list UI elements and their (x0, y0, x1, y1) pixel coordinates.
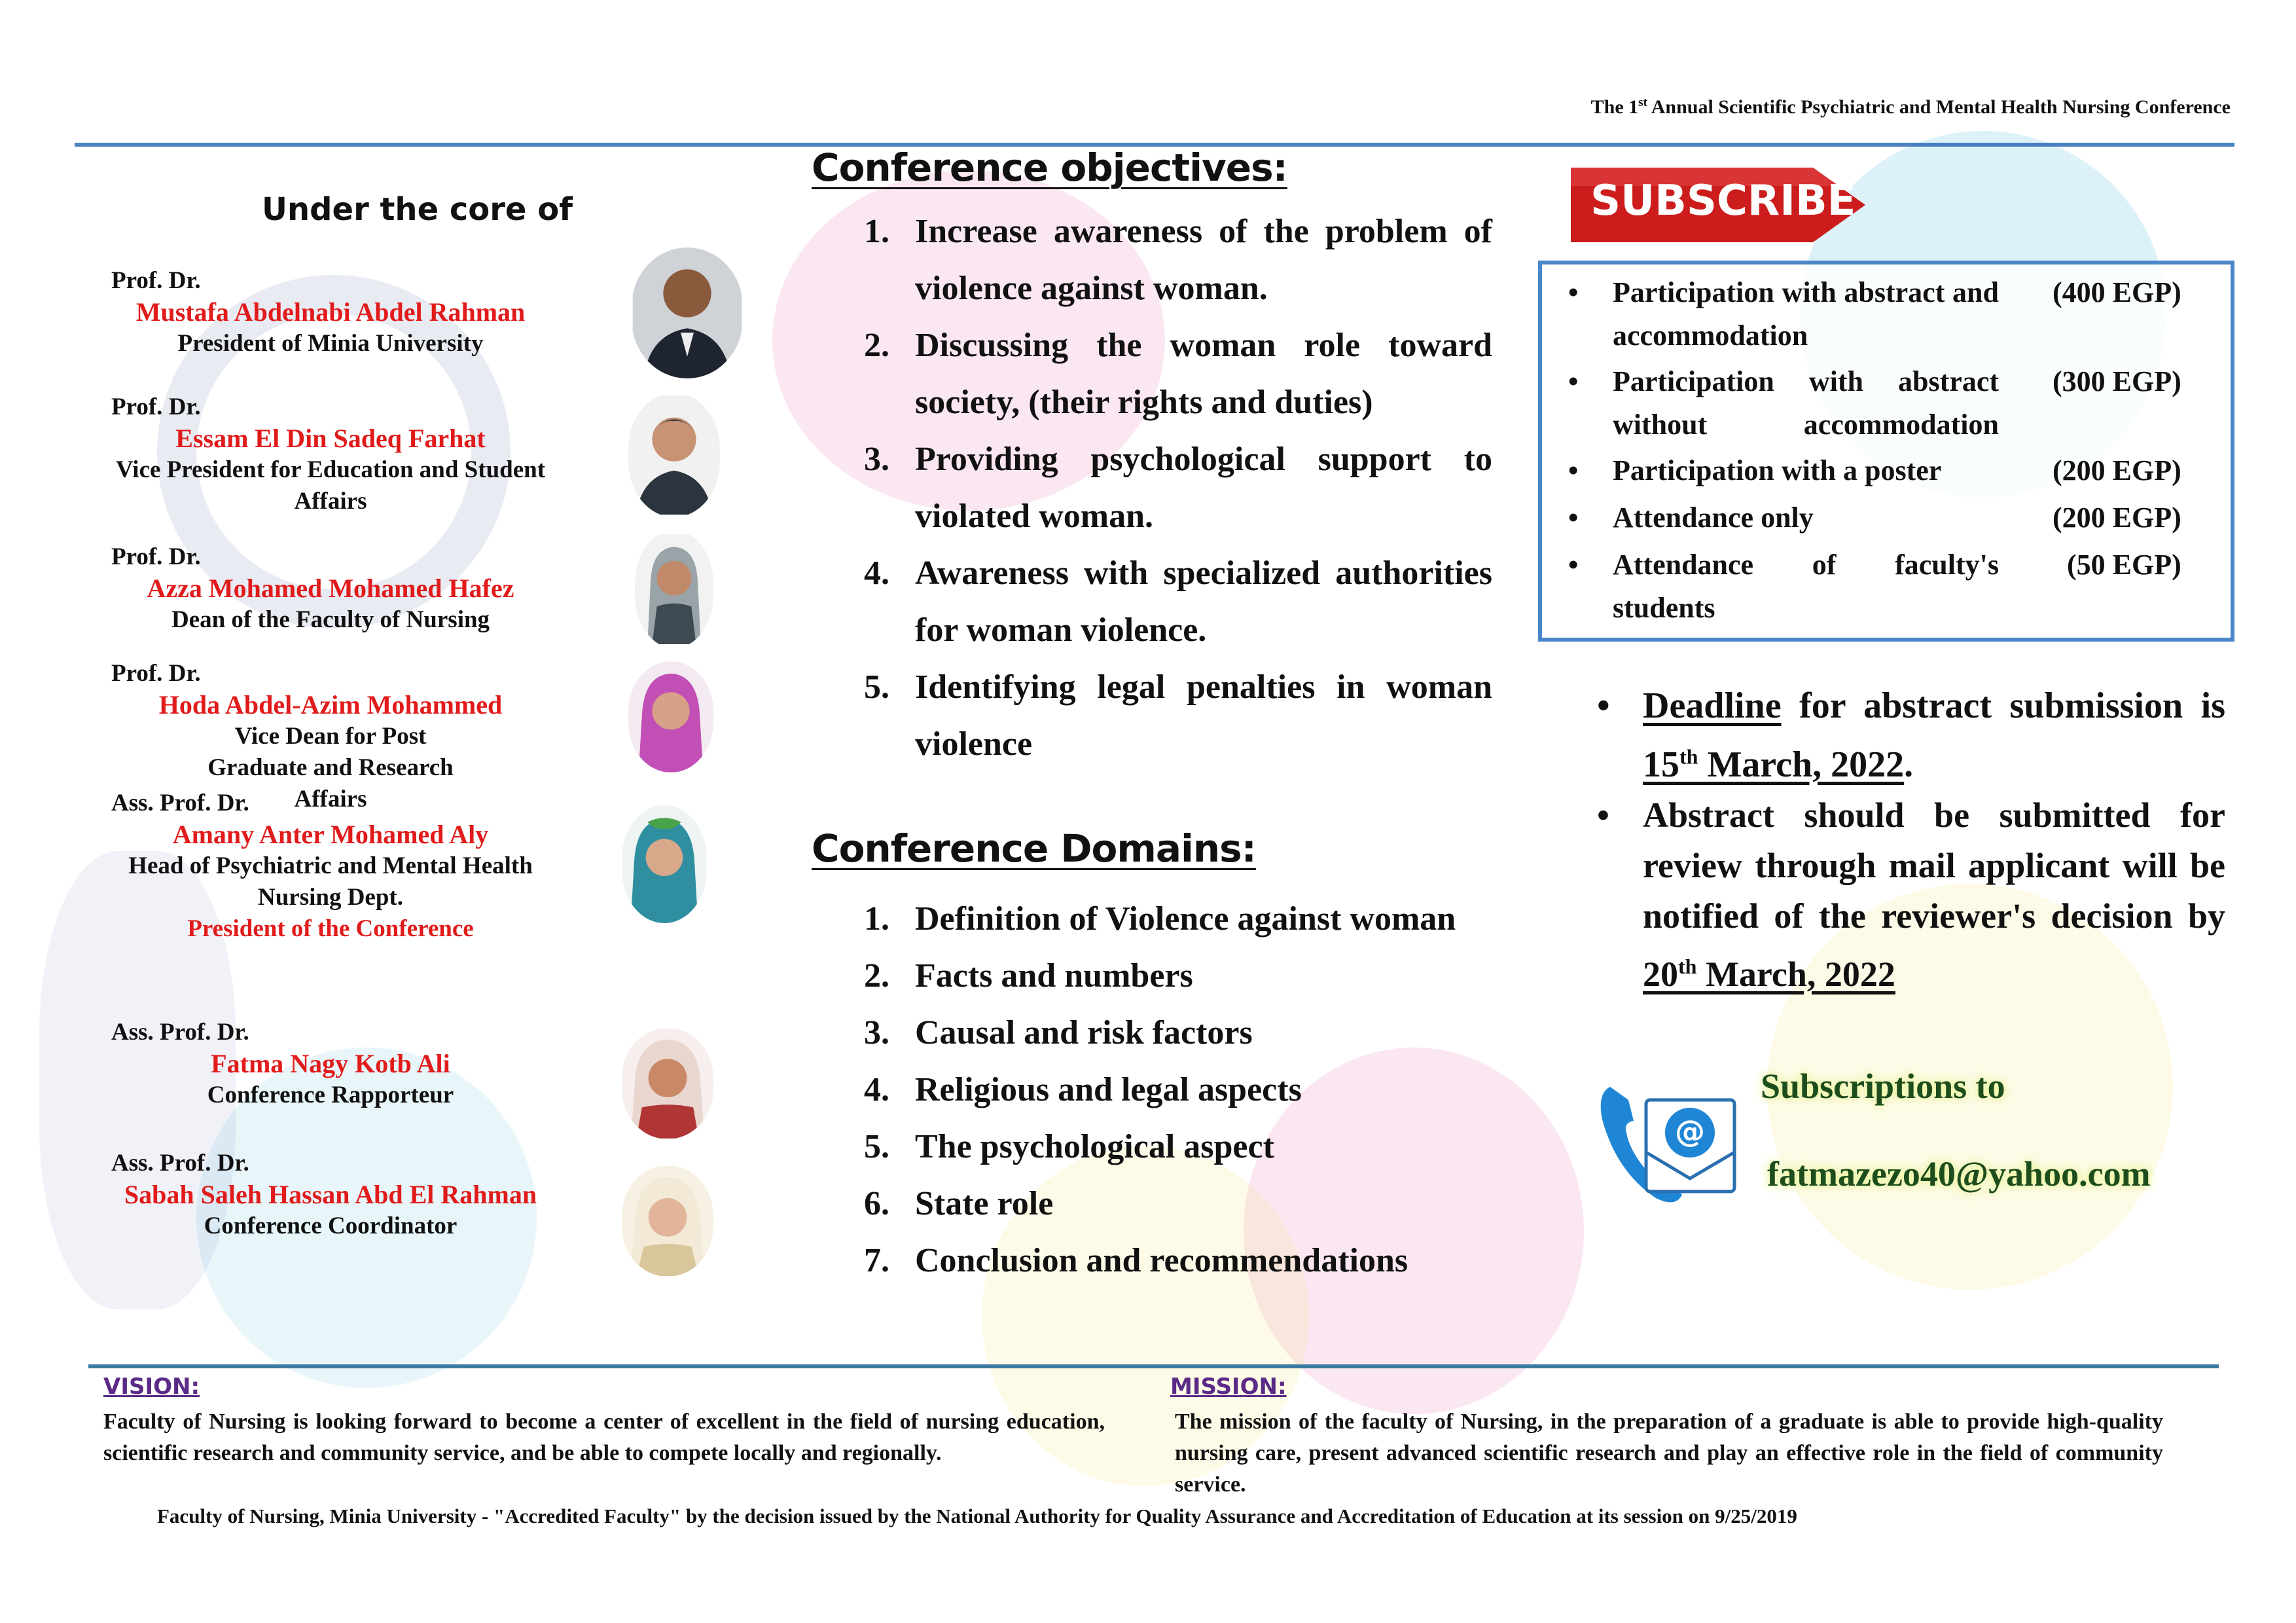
item-number: 4. (864, 555, 889, 592)
fee-bullet: • (1568, 454, 1579, 486)
objective-item (864, 545, 1492, 659)
person-role-secondary: President of the Conference (187, 915, 474, 942)
domain-item (864, 947, 1492, 1004)
item-text: Providing psychological support to violated woman. (915, 441, 1492, 535)
item-text: Definition of Violence against woman (915, 900, 1456, 938)
person-rank: Ass. Prof. Dr. (111, 1150, 249, 1176)
subscriptions-label: Subscriptions to (1761, 1067, 2005, 1106)
mission-title: MISSION: (1170, 1374, 1287, 1400)
item-number: 2. (864, 327, 889, 364)
person-rank: Prof. Dr. (111, 543, 201, 570)
portrait-photo (635, 530, 713, 648)
abstract-text: Abstract should be submitted for review through mail applicant will be notified of the reviewer's decision by (1643, 795, 2225, 936)
fee-price: (200 EGP) (2053, 454, 2181, 486)
notify-date (1643, 955, 1895, 994)
item-text: State role (915, 1185, 1054, 1222)
item-number: 1. (864, 900, 889, 938)
person-rank: Prof. Dr. (111, 393, 201, 420)
deadline-month: March, 2022 (1698, 744, 1905, 785)
domain-item (864, 1004, 1492, 1061)
header-title-post: Annual Scientific Psychiatric and Mental Health Nursing Conference (1647, 96, 2231, 118)
fee-item (1568, 360, 2223, 447)
notify-month: March, 2022 (1696, 954, 1895, 994)
item-text: Awareness with specialized authorities for woman violence. (915, 555, 1492, 649)
fee-text: Participation with abstract without accommodation (1613, 365, 1999, 441)
person-name: Amany Anter Mohamed Aly (172, 820, 489, 849)
fee-price: (300 EGP) (2053, 365, 2181, 397)
domains-list (864, 890, 1492, 1289)
objective-item (864, 317, 1492, 431)
fee-price: (200 EGP) (2053, 501, 2181, 534)
deadline-day: 15 (1643, 744, 1679, 785)
fee-text: Attendance only (1613, 501, 1814, 534)
fee-price: (50 EGP) (2067, 549, 2181, 581)
objective-item (864, 203, 1492, 317)
item-number: 5. (864, 1128, 889, 1165)
person-name: Sabah Saleh Hassan Abd El Rahman (124, 1180, 537, 1209)
domain-item (864, 1061, 1492, 1118)
deadline-note (1597, 681, 2225, 790)
under-core-heading: Under the core of (262, 191, 573, 228)
item-number: 7. (864, 1242, 889, 1279)
fee-text: Participation with a poster (1613, 454, 1942, 486)
item-text: Causal and risk factors (915, 1014, 1253, 1051)
item-number: 1. (864, 213, 889, 250)
fee-bullet: • (1568, 276, 1579, 308)
fee-text: Participation with abstract and accommodation (1613, 276, 1999, 352)
person-card (79, 541, 583, 636)
item-text: The psychological aspect (915, 1128, 1274, 1165)
email-phone-icon (1590, 1074, 1741, 1218)
person-name: Fatma Nagy Kotb Ali (211, 1049, 450, 1078)
subscribe-badge-label: SUBSCRIBE (1590, 177, 1856, 225)
fees-box (1538, 261, 2234, 642)
fee-bullet: • (1568, 365, 1579, 397)
person-card (79, 788, 583, 945)
item-number: 2. (864, 957, 889, 994)
person-rank: Prof. Dr. (111, 267, 201, 294)
fee-text: Attendance of faculty's students (1613, 549, 1999, 624)
person-card (79, 265, 583, 359)
portrait-photo (622, 805, 707, 923)
item-text: Religious and legal aspects (915, 1071, 1302, 1108)
conference-header-title (1591, 96, 2231, 119)
portrait-photo (622, 1028, 713, 1139)
fee-item (1568, 449, 2223, 492)
item-number: 3. (864, 1014, 889, 1051)
person-role: Vice Dean for Post Graduate and Research Affairs (207, 723, 454, 812)
objective-item (864, 431, 1492, 545)
vision-text: Faculty of Nursing is looking forward to become a center of excellent in the field of nursing education, scientific research and community service, and be able to compete locally and regionally. (103, 1410, 1105, 1465)
domain-item (864, 1175, 1492, 1232)
portrait-photo (622, 1165, 713, 1277)
domain-item (864, 890, 1492, 947)
item-number: 3. (864, 441, 889, 478)
person-card (79, 1148, 583, 1242)
person-rank: Ass. Prof. Dr. (111, 1019, 249, 1046)
portrait-photo (628, 393, 720, 517)
fee-item (1568, 271, 2223, 357)
mission-text: The mission of the faculty of Nursing, in the preparation of a graduate is able to provide high-quality nursing care, present advanced scientific research and play an effective role in the field of community service. (1175, 1410, 2163, 1497)
person-name: Mustafa Abdelnabi Abdel Rahman (135, 297, 526, 327)
deadline-text: for abstract submission is (1781, 685, 2225, 726)
person-rank: Ass. Prof. Dr. (111, 790, 249, 816)
deadline-day-sup: th (1679, 744, 1698, 768)
fee-item (1568, 496, 2223, 539)
objectives-heading: Conference objectives: (812, 145, 1287, 190)
deadline-word: Deadline (1643, 685, 1782, 726)
person-role: Head of Psychiatric and Mental Health Nursing Dept. (128, 852, 533, 911)
deadline-notes (1597, 681, 2225, 1000)
person-role: Vice President for Education and Student Affairs (115, 456, 546, 515)
fee-item (1568, 543, 2223, 630)
footer-divider (88, 1364, 2219, 1368)
header-title-pre: The 1 (1590, 96, 1639, 118)
person-role: Conference Rapporteur (207, 1082, 454, 1108)
person-role: Dean of the Faculty of Nursing (171, 606, 490, 633)
person-name: Hoda Abdel-Azim Mohammed (158, 690, 503, 720)
person-name: Azza Mohamed Mohamed Hafez (147, 574, 514, 603)
notify-day-sup: th (1678, 954, 1697, 978)
domains-heading: Conference Domains: (812, 826, 1256, 871)
fee-bullet: • (1568, 549, 1579, 581)
subscribe-banner (1564, 156, 1872, 254)
portrait-photo (628, 661, 713, 773)
item-text: Discussing the woman role toward society, (their rights and duties) (915, 327, 1492, 421)
person-rank: Prof. Dr. (111, 660, 201, 687)
item-text: Facts and numbers (915, 957, 1193, 994)
person-card (79, 1017, 583, 1111)
domain-item (864, 1118, 1492, 1175)
deadline-date (1643, 744, 1904, 785)
item-text: Identifying legal penalties in woman violence (915, 668, 1492, 763)
item-number: 5. (864, 668, 889, 706)
deadline-end: . (1904, 744, 1914, 785)
item-text: Conclusion and recommendations (915, 1242, 1408, 1279)
item-text: Increase awareness of the problem of violence against woman. (915, 213, 1492, 307)
abstract-note (1597, 790, 2225, 1000)
person-name: Essam El Din Sadeq Farhat (175, 424, 486, 453)
contact-email[interactable]: fatmazezo40@yahoo.com (1767, 1154, 2151, 1194)
fee-price: (400 EGP) (2053, 276, 2181, 308)
fee-bullet: • (1568, 501, 1579, 534)
svg-text:@: @ (1675, 1114, 1705, 1149)
person-card (79, 392, 583, 517)
person-role: Conference Coordinator (204, 1213, 457, 1239)
portrait-photo (632, 247, 743, 378)
objective-item (864, 659, 1492, 773)
vision-title: VISION: (103, 1374, 200, 1400)
notify-day: 20 (1643, 954, 1678, 994)
accreditation-footer: Faculty of Nursing, Minia University - "Accredited Faculty" by the decision issued by the National Authority for Quality Assurance and Accreditation of Education at its session on 9/25/2019 (157, 1504, 1797, 1527)
item-number: 6. (864, 1185, 889, 1222)
item-number: 4. (864, 1071, 889, 1108)
domain-item (864, 1232, 1492, 1289)
person-role: President of Minia University (177, 330, 484, 357)
objectives-list (864, 203, 1492, 773)
header-title-sup: st (1638, 96, 1647, 109)
